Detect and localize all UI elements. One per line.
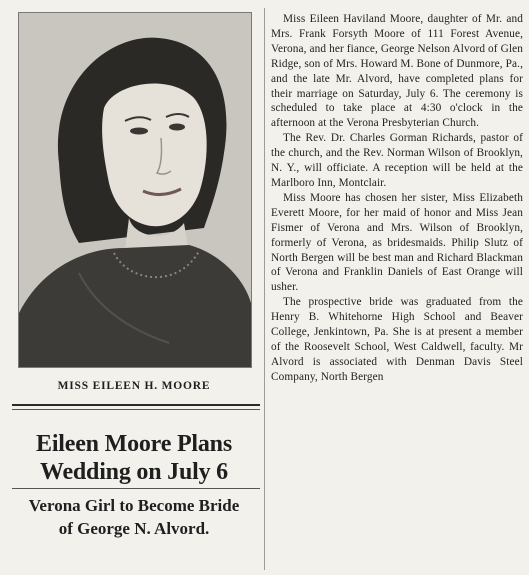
- left-column: [0, 0, 264, 575]
- column-divider: [264, 8, 265, 570]
- portrait-photo: [18, 12, 252, 368]
- subheadline-line-1: Verona Girl to Become Bride: [28, 496, 240, 515]
- article-body: [271, 12, 523, 562]
- article-paragraph: The prospective bride was graduated from the Henry B. Whitehorne High School and Beaver College, Jenkintown, Pa. She is at present a member of the Roosevelt School, West Caldwell, faculty. Mr Alvord is associated with Denman Davis Steel Company, North Bergen: [271, 296, 523, 383]
- photo-caption: MISS EILEEN H. MOORE: [57, 380, 211, 392]
- headline-line-1: Eileen Moore Plans: [36, 431, 232, 457]
- article-paragraph: Miss Moore has chosen her sister, Miss Elizabeth Everett Moore, for her maid of honor and Miss Jean Fismer of Verona and Mrs. Wilson of Brooklyn, formerly of Verona, as bridesmaids. Philip Slutz of North Bergen will be best man and Richard Blackman of Verona and Franklin Daniels of East Orange will usher.: [271, 191, 523, 294]
- article-paragraph: Miss Eileen Haviland Moore, daughter of Mr. and Mrs. Frank Forsyth Moore of 111 Forest Avenue, Verona, and her fiance, George Nelson Alvord of Glen Ridge, son of Mrs. Howard M. Bone of Dunmore, Pa., and the late Mr. Alvord, have completed plans for their marriage on Saturday, July 6. The ceremony is scheduled to take place at 4:30 o'clock in the afternoon at the Verona Presbyterian Church.: [271, 13, 523, 130]
- top-rule-thin: [12, 409, 260, 410]
- top-rule: [12, 404, 260, 406]
- portrait-illustration: [19, 13, 251, 367]
- headline-line-2: Wedding on July 6: [39, 459, 228, 485]
- subheadline: [8, 494, 260, 540]
- headline: [8, 430, 260, 486]
- article-paragraph: The Rev. Dr. Charles Gorman Richards, pastor of the church, and the Rev. Norman Wilson of Brooklyn, N. Y., will officiate. A reception will be held at the Marlboro Inn, Montclair.: [271, 132, 523, 189]
- mid-rule: [12, 488, 260, 489]
- subheadline-line-2: of George N. Alvord.: [58, 519, 210, 538]
